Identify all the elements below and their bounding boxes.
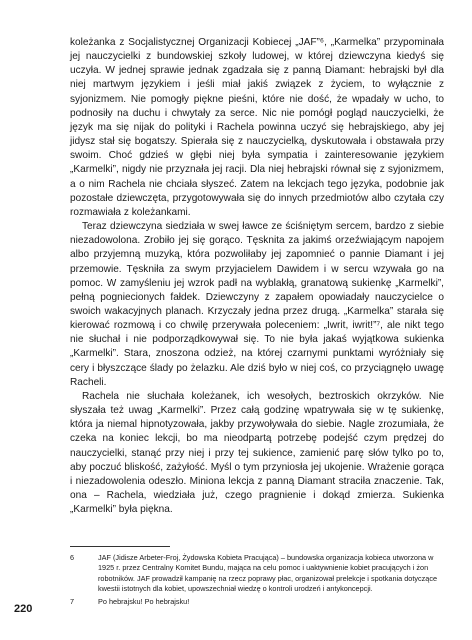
footnote-text: Po hebrajsku! Po hebrajsku! bbox=[98, 596, 190, 606]
main-text bbox=[70, 36, 444, 517]
footnote-divider bbox=[70, 546, 170, 547]
footnote-number: 6 bbox=[70, 553, 75, 562]
paragraph: Teraz dziewczyna siedziała w swej ławce ze ściśniętym sercem, bardzo z siebie niezadowolona. Zrobiło jej się gorąco. Tęsknita za jakimś orzeźwiającym napojem albo przyjemną muzyką, która pozwoliłaby jej zapomnieć o pannie Diamant i jej przemowie. Tęskniła za swym przyjacielem Dawidem i w sercu wzywała go na pomoc. W zamyśleniu jej wzrok padł na wyblakłą, granatową sukienkę „Karmelki”, pełną pogniecionych fałdek. Dziewczyny z zapałem opowiadały nauczycielce o swoich wakacyjnych planach. Krzyczały jedna przez drugą. „Karmelka” starała się kierować rozmową i co chwilę przerywała poleceniem: „Iwrit, iwrit!”⁷, ale nikt tego nie słuchał i nie podporządkowywał się. To nie była jakaś wyjątkowa sukienka „Karmelki”. Stara, znoszona odzież, na której czarnymi punktami wyróżniały się cery i błyszczące ślady po żelazku. Ale dziś było w niej coś, co przyciągnęło uwagę Racheli. bbox=[70, 221, 444, 388]
footnotes bbox=[70, 553, 444, 609]
paragraph: koleżanka z Socjalistycznej Organizacji Kobiecej „JAF”⁶, „Karmelka” przypominała jej nauczycielki z bundowskiej szkoły ludowej, w której dziewczyna kiedyś się uczyła. W jednej sprawie jednak zgadzała się z panną Diamant: hebrajski był dla niej martwym językiem i jeśli miał jakiś związek z życiem, to wyłącznie z syjonizmem. Nie pomogły piękne pieśni, które nie dość, że wpadały w ucho, to podnosiły na duchu i chwytały za serce. Nic nie pomógł pogląd nauczycielki, że język ma się nijak do polityki i Rachela powinna uczyć się hebrajskiego, aby jej jidysz stał się bogatszy. Spierała się z nauczycielką, dyskutowała i obstawała przy swoim. Choć gdzieś w głębi niej była sympatia i zainteresowanie językiem „Karmelki”, nigdy nie przyznała jej racji. Dla niej hebrajski równał się z syjonizmem, a o nim Rachela nie chciała słyszeć. Zatem na lekcjach tego języka, podobnie jak pozostałe dziewczęta, przygotowywała się do innych przedmiotów albo czytała czy rozmawiała z koleżankami. bbox=[70, 37, 444, 218]
footnote-number: 7 bbox=[70, 596, 75, 606]
page-number: 220 bbox=[14, 603, 33, 615]
footnote bbox=[70, 597, 444, 607]
footnote-text: JAF (Jidisze Arbeter-Froj, Żydowska Kobieta Pracująca) – bundowska organizacja kobieca utworzona w 1925 r. przez Centralny Komitet Bundu, mająca na celu pomoc i uaktywnienie kobiet pracujących i żon robotników. JAF prowadził kampanię na rzecz poprawy płac, organizował prelekcje i spotkania dotyczące kwestii istotnych dla kobiet, upowszechniał wiedzę o kontroli urodzeń i antykoncepcji. bbox=[98, 553, 438, 594]
footnote bbox=[70, 553, 444, 595]
paragraph: Rachela nie słuchała koleżanek, ich wesołych, beztroskich okrzyków. Nie słyszała też uwag „Karmelki”. Przez całą godzinę wpatrywała się w tę sukienkę, która ja niemal hipnotyzowała, jakby przywoływała do siebie. Nagle zrozumiała, że czeka na koniec lekcji, bo ma nieodpartą potrzebę podejść czym prędzej do nauczycielki, stanąć przy niej i przy tej sukience, zamienić parę słów tylko po to, aby poczuć bliskość, zażyłość. Myśl o tym przyniosła jej ukojenie. Wrażenie gorąca i niezadowolenia odeszło. Miniona lekcja z panną Diamant straciła znaczenie. Tak, ona – Rachela, wiedziała już, czego pragnienie i dokąd zmierza. Sukienka „Karmelki” była piękna. bbox=[70, 390, 444, 516]
